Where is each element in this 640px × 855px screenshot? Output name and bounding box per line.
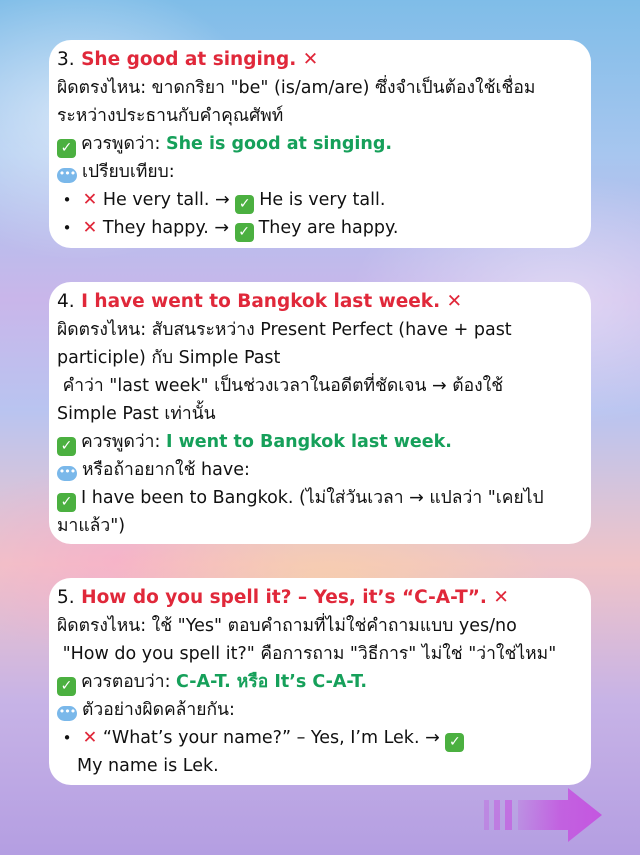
bullet: • — [62, 219, 72, 237]
card-title: 3. She good at singing. ✕ — [57, 49, 319, 70]
check-box-icon: ✓ — [57, 139, 76, 158]
explanation-line: คำว่า "last week" เป็นช่วงเวลาในอดีตที่ชัดเจน → ต้องใช้ — [57, 376, 504, 396]
compare-line: ••• เปรียบเทียบ: — [58, 162, 175, 182]
correct-sentence: She is good at singing. — [165, 134, 392, 154]
example-item-cont: My name is Lek. — [77, 756, 219, 776]
check-box-icon: ✓ — [57, 677, 76, 696]
mistake-card-5 — [49, 578, 591, 785]
explanation-line: ผิดตรงไหน: สับสนระหว่าง Present Perfect (have + past — [57, 320, 512, 340]
alternative-sentence: ✓ I have been to Bangkok. (ไม่ใส่วันเวลา → แปลว่า "เคยไป — [57, 484, 581, 512]
mistake-card-3 — [49, 40, 591, 248]
check-box-icon: ✓ — [235, 195, 254, 214]
correct-sentence: I went to Bangkok last week. — [165, 432, 452, 452]
explanation-line: participle) กับ Simple Past — [57, 348, 281, 368]
example-item: • ✕ They happy. → ✓ They are happy. — [57, 214, 581, 242]
wrong-sentence: I have went to Bangkok last week. — [81, 291, 441, 312]
check-box-icon: ✓ — [445, 733, 464, 752]
speech-bubble-icon: ••• — [57, 466, 77, 481]
cross-mark-icon: ✕ — [82, 728, 98, 748]
example-item: • ✕ He very tall. → ✓ He is very tall. — [57, 186, 581, 214]
bullet: • — [62, 729, 72, 747]
correct-sentence: C-A-T. หรือ It’s C-A-T. — [176, 672, 368, 692]
explanation-line: ผิดตรงไหน: ใช้ "Yes" ตอบคำถามที่ไม่ใช่คำถามแบบ yes/no — [57, 616, 517, 636]
bullet: • — [62, 191, 72, 209]
check-box-icon: ✓ — [57, 437, 76, 456]
cross-mark-icon: ✕ — [493, 587, 509, 608]
example-item: • ✕ “What’s your name?” – Yes, I’m Lek. → ✓ — [57, 724, 581, 752]
card-title: 4. I have went to Bangkok last week. ✕ — [57, 291, 463, 312]
cross-mark-icon: ✕ — [302, 49, 319, 70]
card-title: 5. How do you spell it? – Yes, it’s “C-A-T”. ✕ — [57, 587, 509, 608]
wrong-sentence: She good at singing. — [81, 49, 297, 70]
speech-bubble-icon: ••• — [57, 168, 77, 183]
mistake-card-4 — [49, 282, 591, 544]
explanation-line: ผิดตรงไหน: ขาดกริยา "be" (is/am/are) ซึ่งจำเป็นต้องใช้เชื่อม — [57, 78, 536, 98]
similar-example-line: ••• ตัวอย่างผิดคล้ายกัน: — [58, 700, 235, 720]
cross-mark-icon: ✕ — [446, 291, 463, 312]
alternative-line: ••• หรือถ้าอยากใช้ have: — [58, 460, 250, 480]
wrong-sentence: How do you spell it? – Yes, it’s “C-A-T”. — [81, 587, 487, 608]
explanation-line: "How do you spell it?" คือการถาม "วิธีการ" ไม่ใช่ "ว่าใช่ไหม" — [57, 644, 557, 664]
check-box-icon: ✓ — [57, 493, 76, 512]
explanation-line: Simple Past เท่านั้น — [57, 404, 216, 424]
next-arrow-icon[interactable] — [484, 786, 604, 844]
cross-mark-icon: ✕ — [82, 218, 98, 238]
correct-line: ✓ ควรพูดว่า: I went to Bangkok last week. — [57, 428, 581, 456]
explanation-line: ระหว่างประธานกับคำคุณศัพท์ — [57, 106, 284, 126]
cross-mark-icon: ✕ — [82, 190, 98, 210]
correct-line: ✓ ควรพูดว่า: She is good at singing. — [57, 130, 581, 158]
correct-line: ✓ ควรตอบว่า: C-A-T. หรือ It’s C-A-T. — [57, 668, 581, 696]
check-box-icon: ✓ — [235, 223, 254, 242]
alternative-sentence-cont: มาแล้ว") — [57, 516, 126, 536]
speech-bubble-icon: ••• — [57, 706, 77, 721]
